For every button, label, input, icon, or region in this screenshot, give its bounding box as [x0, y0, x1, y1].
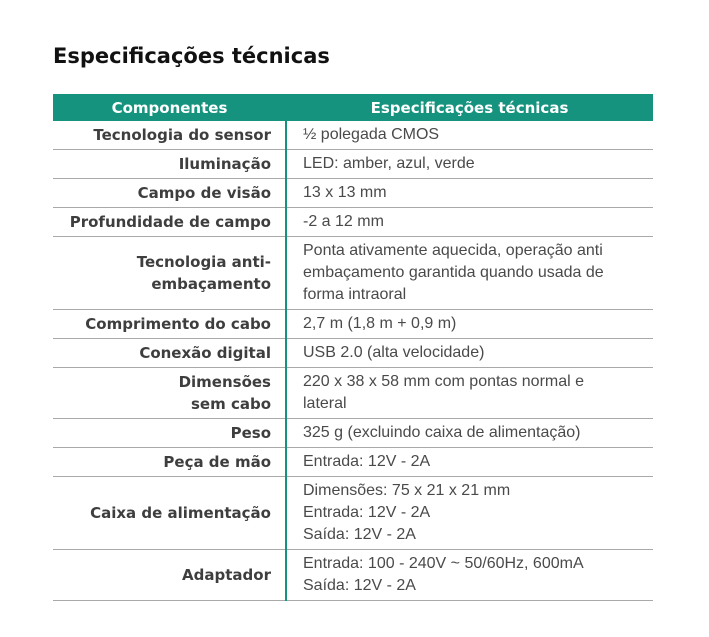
row-label: [53, 179, 286, 208]
row-label-line: Campo de visão: [137, 184, 271, 202]
row-value-line: ½ polegada CMOS: [303, 126, 440, 143]
row-value: [286, 237, 653, 310]
row-value-line: 13 x 13 mm: [303, 184, 387, 201]
row-value-line: USB 2.0 (alta velocidade): [303, 344, 485, 361]
row-label-line: Caixa de alimentação: [90, 504, 271, 522]
row-label: [53, 419, 286, 448]
row-value-line: LED: amber, azul, verde: [303, 155, 475, 172]
row-value-line: Entrada: 12V - 2A: [303, 504, 431, 521]
table-row: [53, 310, 653, 339]
row-value: [286, 477, 653, 550]
row-value: [286, 121, 653, 150]
row-value: [286, 368, 653, 419]
table-row: [53, 121, 653, 150]
table-row: [53, 237, 653, 310]
row-value-line: 325 g (excluindo caixa de alimentação): [303, 424, 581, 441]
column-header-specifications: Especificações técnicas: [286, 94, 653, 121]
row-label: [53, 310, 286, 339]
row-value-line: -2 a 12 mm: [303, 213, 384, 230]
row-label: [53, 477, 286, 550]
row-value: [286, 339, 653, 368]
row-label: [53, 150, 286, 179]
row-value-line: Saída: 12V - 2A: [303, 577, 416, 594]
row-label: [53, 550, 286, 601]
row-label-line: sem cabo: [190, 395, 271, 413]
row-value-line: Saída: 12V - 2A: [303, 526, 416, 543]
row-value: [286, 550, 653, 601]
specifications-table: [53, 94, 653, 601]
row-label-line: Dimensões: [178, 373, 271, 391]
row-value: [286, 310, 653, 339]
table-row: [53, 179, 653, 208]
table-row: [53, 419, 653, 448]
row-value-line: embaçamento garantida quando usada de: [303, 264, 604, 281]
table-row: [53, 477, 653, 550]
row-value: [286, 448, 653, 477]
column-header-components: Componentes: [53, 94, 286, 121]
row-value: [286, 208, 653, 237]
row-label-line: embaçamento: [151, 275, 271, 293]
row-value-line: 220 x 38 x 58 mm com pontas normal e: [303, 373, 585, 390]
table-row: [53, 550, 653, 601]
row-label-line: Iluminação: [178, 155, 271, 173]
row-value: [286, 419, 653, 448]
row-value-line: Dimensões: 75 x 21 x 21 mm: [303, 482, 511, 499]
row-label: [53, 208, 286, 237]
table-row: [53, 448, 653, 477]
row-label: [53, 237, 286, 310]
row-value-line: 2,7 m (1,8 m + 0,9 m): [303, 315, 457, 332]
table-header-row: [53, 94, 653, 121]
row-label-line: Adaptador: [182, 566, 271, 584]
row-label-line: Comprimento do cabo: [85, 315, 271, 333]
row-label: [53, 339, 286, 368]
row-label-line: Tecnologia anti-: [136, 253, 271, 271]
row-label-line: Profundidade de campo: [69, 213, 271, 231]
table-row: [53, 368, 653, 419]
row-label: [53, 368, 286, 419]
row-value-line: forma intraoral: [303, 286, 407, 303]
page-title: Especificações técnicas: [53, 44, 330, 68]
row-value-line: Ponta ativamente aquecida, operação anti: [303, 242, 603, 259]
row-value-line: lateral: [303, 395, 347, 412]
row-label-line: Peso: [230, 424, 271, 442]
table-row: [53, 150, 653, 179]
row-label-line: Tecnologia do sensor: [93, 126, 271, 144]
table-row: [53, 339, 653, 368]
row-label-line: Peça de mão: [163, 453, 271, 471]
row-label-line: Conexão digital: [139, 344, 271, 362]
row-value: [286, 179, 653, 208]
row-value: [286, 150, 653, 179]
table-row: [53, 208, 653, 237]
row-value-line: Entrada: 12V - 2A: [303, 453, 431, 470]
row-label: [53, 121, 286, 150]
row-label: [53, 448, 286, 477]
row-value-line: Entrada: 100 - 240V ~ 50/60Hz, 600mA: [303, 555, 584, 572]
